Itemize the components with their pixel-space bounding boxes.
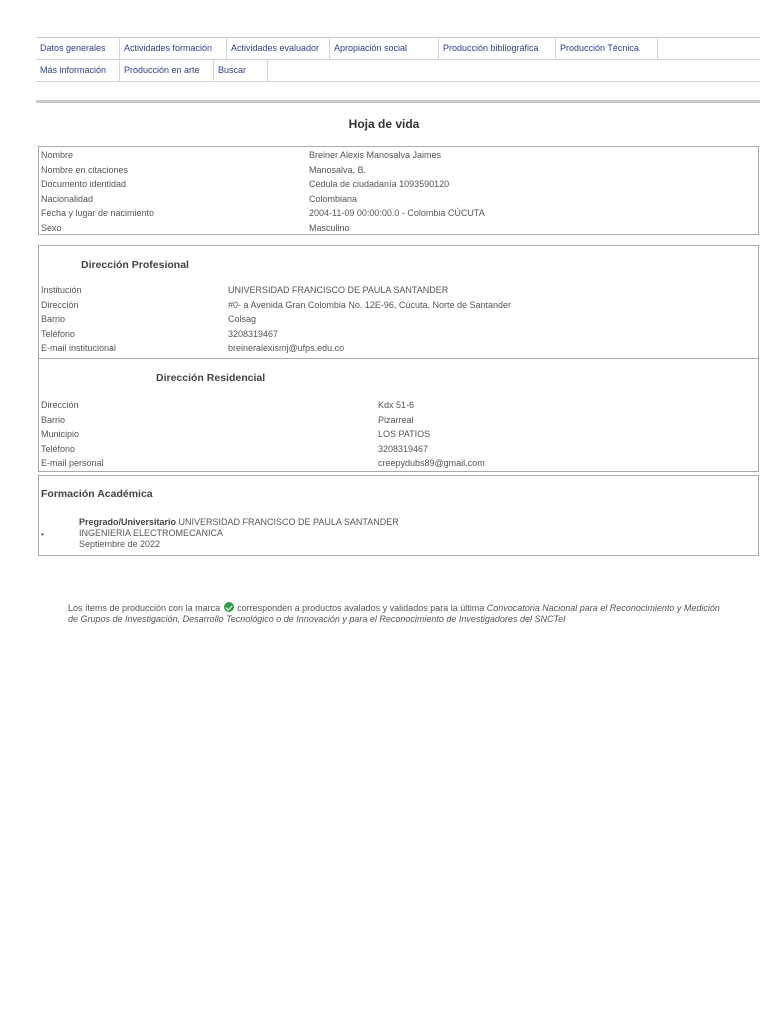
info-value: Colombiana (309, 193, 358, 204)
info-row (39, 341, 758, 356)
info-label: Fecha y lugar de nacimiento (41, 208, 155, 218)
info-row (39, 442, 758, 457)
tab-mas-informacion[interactable]: Más información (36, 60, 120, 81)
info-label: Sexo (41, 222, 62, 233)
info-value: Pizarreal (378, 414, 414, 425)
info-value: Manosalva, B. (309, 164, 367, 175)
tab-actividades-formacion[interactable]: Actividades formación (120, 38, 227, 59)
info-row (39, 327, 758, 342)
info-row (39, 398, 758, 413)
info-label: E-mail institucional (41, 343, 117, 353)
validation-note (68, 602, 728, 625)
tab-datos-generales[interactable]: Datos generales (36, 38, 120, 59)
info-value: creepydubs89@gmail.com (378, 458, 485, 468)
nav-row-1 (36, 38, 760, 60)
info-row (39, 413, 758, 428)
degree-date: Septiembre de 2022 (79, 539, 161, 549)
info-row (39, 221, 758, 236)
degree-institution: UNIVERSIDAD FRANCISCO DE PAULA SANTANDER (176, 517, 399, 527)
info-label: Nombre (41, 150, 74, 160)
note-emphasis: Convocatoria Nacional para el Reconocimiento y Medición de Grupos de Investigación, Desarrollo Tecnológico o de Innovación y para el Reconocimiento de Investigadores del SNCTeI (68, 603, 720, 624)
info-value: 3208319467 (228, 328, 279, 339)
section-title: Formación Académica (41, 488, 153, 500)
note-text: Los ítems de producción con la marca (68, 603, 223, 613)
info-row (39, 177, 758, 192)
info-row (39, 456, 758, 471)
info-row (39, 298, 758, 313)
info-value: 2004-11-09 00:00:00.0 - Colombia CÚCUTA (309, 208, 485, 218)
check-circle-icon (224, 602, 234, 612)
info-row (39, 148, 758, 163)
info-label: Barrio (41, 314, 66, 324)
divider (36, 100, 760, 103)
tab-produccion-en-arte[interactable]: Producción en arte (120, 60, 214, 81)
info-label: Barrio (41, 414, 66, 425)
info-row (39, 283, 758, 298)
info-value: UNIVERSIDAD FRANCISCO DE PAULA SANTANDER (228, 285, 449, 295)
education-entry (79, 517, 399, 550)
degree-level: Pregrado/Universitario (79, 517, 177, 527)
info-value: Colsag (228, 314, 257, 324)
note-text: corresponden a productos avalados y validados para la última (234, 603, 487, 613)
info-value: 3208319467 (378, 443, 429, 454)
professional-address-box (38, 245, 759, 359)
tab-produccion-bibliografica[interactable]: Producción bibliográfica (439, 38, 556, 59)
info-label: Documento identidad (41, 179, 127, 189)
info-row (39, 163, 758, 178)
degree-program: INGENIERIA ELECTROMECANICA (79, 528, 224, 538)
section-nav (36, 37, 760, 82)
nav-row-2 (36, 60, 760, 82)
info-label: E-mail personal (41, 458, 104, 468)
info-label: Nombre en citaciones (41, 164, 129, 175)
info-value: LOS PATIOS (378, 429, 431, 439)
tab-actividades-evaluador[interactable]: Actividades evaluador (227, 38, 330, 59)
info-label: Teléfono (41, 328, 76, 339)
nav-filler (658, 38, 760, 59)
info-value: Breiner Alexis Manosalva Jaimes (309, 150, 442, 160)
page-title: Hoja de vida (348, 117, 420, 131)
info-row (39, 312, 758, 327)
list-bullet: • (41, 530, 44, 539)
residential-address-box (38, 358, 759, 472)
section-title: Dirección Residencial (156, 372, 266, 384)
info-value: Masculino (309, 222, 350, 233)
tab-apropiacion-social[interactable]: Apropiación social (330, 38, 439, 59)
tab-buscar[interactable]: Buscar (214, 60, 268, 81)
section-title: Dirección Profesional (81, 259, 189, 271)
info-label: Municipio (41, 429, 80, 439)
info-row (39, 192, 758, 207)
tab-produccion-tecnica[interactable]: Producción Técnica (556, 38, 658, 59)
info-row (39, 206, 758, 221)
info-label: Dirección (41, 299, 79, 310)
info-value: breineralexismj@ufps.edu.co (228, 343, 345, 353)
info-row (39, 427, 758, 442)
info-label: Dirección (41, 400, 79, 410)
info-value: Kdx 51-6 (378, 400, 415, 410)
info-label: Nacionalidad (41, 193, 94, 204)
general-data-box (38, 146, 759, 235)
info-label: Institución (41, 285, 82, 295)
info-value: #0- a Avenida Gran Colombia No. 12E-96, Cúcuta, Norte de Santander (228, 299, 512, 310)
info-label: Teléfono (41, 443, 76, 454)
info-value: Cédula de ciudadanía 1093590120 (309, 179, 450, 189)
